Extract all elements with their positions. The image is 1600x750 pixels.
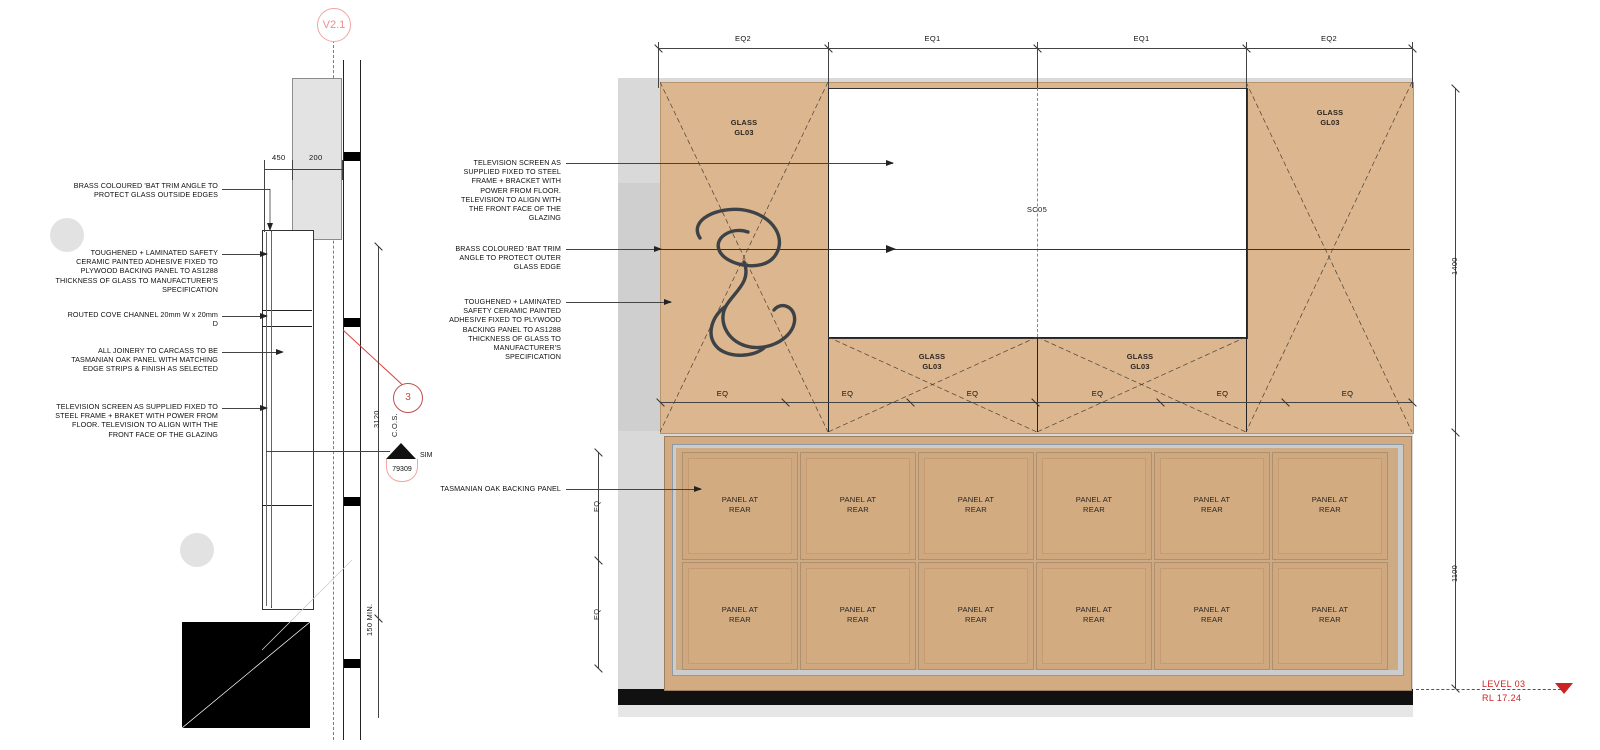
leader-elev-backing-arrow	[690, 485, 702, 494]
panel-label	[919, 495, 1033, 515]
screen-code-text: SC05	[1026, 205, 1048, 214]
table-row	[1036, 562, 1152, 670]
sim-label: SIM	[420, 452, 433, 459]
dim-150min-text: 150 MIN.	[365, 603, 374, 636]
glass-hatch-right	[1246, 82, 1412, 432]
panel-label-line1: PANEL AT	[1075, 605, 1113, 614]
table-row	[1036, 452, 1152, 560]
panel-label-line1: PANEL AT	[721, 495, 759, 504]
dim-3120-label	[372, 410, 381, 428]
leader-elev-toughened	[566, 302, 671, 303]
right-elevation-drawing	[592, 0, 1600, 750]
dim-200	[309, 153, 322, 162]
panel-label-line1: PANEL AT	[1311, 605, 1349, 614]
dim-top-eq2-right	[1246, 34, 1412, 43]
panel-label-line2: REAR	[965, 615, 987, 624]
wall-segment-1	[344, 152, 360, 161]
leader-elev-brass-arrow	[650, 245, 662, 254]
joinery-glass-face	[266, 232, 272, 606]
dim-top-eq1-left	[828, 34, 1037, 43]
dim-eq-5	[1160, 389, 1285, 398]
note-joinery-carcass	[60, 346, 218, 374]
detail-bubble-3	[393, 383, 423, 413]
level-name-text: LEVEL 03	[1482, 679, 1526, 689]
leader-brass-trim-arrow	[262, 189, 272, 233]
panel-label-line2: REAR	[1319, 615, 1341, 624]
dim-eq-label: EQ	[841, 389, 854, 398]
left-section-drawing	[0, 0, 620, 750]
leader-elev-brass	[566, 249, 661, 250]
leader-elev-toughened-arrow	[660, 298, 672, 307]
panel-label	[1037, 605, 1151, 625]
panel-label	[1155, 605, 1269, 625]
screen-centre-line-v	[1037, 88, 1038, 337]
glass-label-bottom-left	[902, 352, 962, 371]
glass-label-top-right	[1300, 108, 1360, 127]
leader-elev-television-arrow	[882, 159, 894, 168]
level-rl	[1482, 693, 1521, 703]
leader-toughened-arrow	[256, 250, 268, 259]
level-line	[1416, 689, 1561, 690]
panel-label-line2: REAR	[1083, 615, 1105, 624]
dim-3120-text: 3120	[372, 410, 381, 428]
panel-label-line2: REAR	[1319, 505, 1341, 514]
panel-label	[1037, 495, 1151, 515]
panel-label	[801, 495, 915, 515]
panel-label	[1273, 495, 1387, 515]
dim-eq-1	[660, 389, 785, 398]
dim-top-eq1-right	[1037, 34, 1246, 43]
dim-1100	[1450, 565, 1459, 582]
artwork-squiggle	[678, 200, 818, 365]
glass-label-bottom-right	[1110, 352, 1170, 371]
grid-bubble-v21	[317, 8, 351, 42]
table-row	[682, 562, 798, 670]
dim-eq-6	[1285, 389, 1410, 398]
note-cove-channel-text: ROUTED COVE CHANNEL 20mm W x 20mm D	[67, 310, 218, 329]
panel-label-line1: PANEL AT	[1193, 605, 1231, 614]
section-marker-sim	[420, 452, 432, 459]
note-brass-trim	[45, 181, 218, 199]
panel-label-line1: PANEL AT	[1311, 495, 1349, 504]
dim-cos-text: C.O.S.	[390, 413, 399, 437]
detail-bubble-label: 3	[405, 392, 411, 403]
grid-bubble-label: V2.1	[322, 19, 346, 31]
dim-left-eq-bottom	[592, 609, 601, 620]
dim-ext-top-4	[1412, 42, 1413, 88]
note-television	[50, 402, 218, 439]
note-elev-television-text: TELEVISION SCREEN AS SUPPLIED FIXED TO STEEL FRAME + BRACKET WITH POWER FROM FLOOR. TELEVISION TO ALIGN WITH THE FRONT FACE OF THE GLAZING	[461, 158, 561, 223]
dim-top-label: EQ2	[735, 34, 751, 43]
leader-cove-arrow	[256, 312, 268, 321]
panel-label-line1: PANEL AT	[1193, 495, 1231, 504]
level-triangle-icon	[1555, 683, 1573, 694]
panel-label	[919, 605, 1033, 625]
dim-eq-label: EQ	[1341, 389, 1354, 398]
table-row	[800, 452, 916, 560]
panel-label	[1155, 495, 1269, 515]
note-brass-trim-text: BRASS COLOURED 'BAT TRIM ANGLE TO PROTECT GLASS OUTSIDE EDGES	[73, 181, 218, 200]
dim-eq-label: EQ	[716, 389, 729, 398]
leader-elev-television	[566, 163, 893, 164]
dim-1400-label: 1400	[1450, 257, 1459, 275]
level-rl-text: RL 17.24	[1482, 693, 1522, 703]
panel-label-line1: PANEL AT	[839, 495, 877, 504]
glass-label-line1: GLASS	[1316, 108, 1344, 117]
section-marker-bubble	[386, 459, 418, 482]
dim-200-label: 200	[309, 153, 323, 162]
table-row	[1154, 452, 1270, 560]
dim-cos-label	[390, 413, 399, 437]
table-row	[1272, 562, 1388, 670]
annotation-circle-bottom	[180, 533, 214, 567]
glass-label-top-left	[714, 118, 774, 137]
dim-450-label: 450	[272, 153, 286, 162]
panel-label-line2: REAR	[847, 615, 869, 624]
table-row	[1272, 452, 1388, 560]
level-ref-line	[266, 451, 390, 452]
table-row	[918, 562, 1034, 670]
dim-eq-label: EQ	[1091, 389, 1104, 398]
dim-ext-3	[342, 160, 343, 180]
glass-label-line2: GL03	[1320, 117, 1340, 127]
panel-label-line1: PANEL AT	[1075, 495, 1113, 504]
glass-label-line2: GL03	[922, 361, 942, 371]
panel-label	[683, 605, 797, 625]
leader-elev-backing	[566, 489, 701, 490]
dim-1100-label: 1100	[1450, 564, 1459, 582]
panel-label-line2: REAR	[1083, 505, 1105, 514]
note-cove-channel	[62, 310, 218, 328]
dim-eq-3	[910, 389, 1035, 398]
table-row	[1154, 562, 1270, 670]
note-toughened-glass-text: TOUGHENED + LAMINATED SAFETY CERAMIC PAINTED ADHESIVE FIXED TO PLYWOOD BACKING PANEL TO AS1288 THICKNESS OF GLASS TO MANUFACTURER'S SPECIFICATION	[55, 248, 218, 294]
dim-eq-label: EQ	[966, 389, 979, 398]
wall-segment-4	[344, 659, 360, 668]
dim-eq-label: EQ	[1216, 389, 1229, 398]
glass-label-line2: GL03	[1130, 361, 1150, 371]
panel-label-line2: REAR	[729, 615, 751, 624]
panel-label-line1: PANEL AT	[957, 605, 995, 614]
note-elev-brass-trim	[448, 244, 561, 272]
glass-label-line1: GLASS	[918, 352, 946, 361]
dim-ext-2	[292, 160, 293, 180]
dim-ext-top-2	[1037, 42, 1038, 88]
note-elev-backing-panel-text: TASMANIAN OAK BACKING PANEL	[440, 484, 561, 493]
table-row	[682, 452, 798, 560]
panel-label-line1: PANEL AT	[721, 605, 759, 614]
dim-450	[272, 153, 285, 162]
note-elev-brass-trim-text: BRASS COLOURED 'BAT TRIM ANGLE TO PROTECT OUTER GLASS EDGE	[455, 244, 561, 272]
panel-label	[1273, 605, 1387, 625]
dim-left-eq-top	[592, 501, 601, 512]
glass-label-line1: GLASS	[730, 118, 758, 127]
panel-label-line2: REAR	[965, 505, 987, 514]
dim-150min-label	[365, 604, 374, 636]
dim-top-label: EQ1	[924, 34, 941, 43]
panel-label-line1: PANEL AT	[957, 495, 995, 504]
note-toughened-glass	[55, 248, 218, 294]
panel-label-line2: REAR	[847, 505, 869, 514]
panel-label-line1: PANEL AT	[839, 605, 877, 614]
background-floor-band	[618, 689, 1413, 705]
faint-diagonal	[262, 560, 352, 650]
panel-label-line2: REAR	[1201, 615, 1223, 624]
note-joinery-carcass-text: ALL JOINERY TO CARCASS TO BE TASMANIAN OAK PANEL WITH MATCHING EDGE STRIPS & FINISH AS SELECTED	[71, 346, 218, 374]
leader-joinery-arrow	[272, 348, 284, 357]
section-marker-number: 79309	[392, 466, 412, 473]
section-marker	[386, 443, 416, 459]
panel-label-line2: REAR	[1201, 505, 1223, 514]
dim-ext-top-1	[828, 42, 829, 88]
dim-string-right	[1455, 88, 1456, 688]
note-elev-television	[448, 158, 561, 222]
dim-top-label: EQ1	[1133, 34, 1150, 43]
dim-top-eq2-left	[658, 34, 828, 43]
dim-ext-top-0	[658, 42, 659, 88]
glass-label-line2: GL03	[734, 127, 754, 137]
wall-segment-2	[344, 318, 360, 327]
note-elev-toughened	[448, 297, 561, 361]
panel-label-line2: REAR	[729, 505, 751, 514]
dim-ext-top-3	[1246, 42, 1247, 88]
panel-label	[683, 495, 797, 515]
leader-television-arrow	[256, 404, 268, 413]
table-row	[918, 452, 1034, 560]
dim-eq-4	[1035, 389, 1160, 398]
note-elev-toughened-text: TOUGHENED + LAMINATED SAFETY CERAMIC PAINTED ADHESIVE FIXED TO PLYWOOD BACKING PANEL TO AS1288 THICKNESS OF GLASS TO MANUFACTURER'S SPECIFICATION	[449, 297, 561, 362]
glass-label-line1: GLASS	[1126, 352, 1154, 361]
dim-eq-2	[785, 389, 910, 398]
annotation-circle-top	[50, 218, 84, 252]
note-elev-backing-panel	[404, 484, 561, 493]
dim-left-eq-label: EQ	[592, 500, 601, 512]
note-television-text: TELEVISION SCREEN AS SUPPLIED FIXED TO STEEL FRAME + BRAKET WITH POWER FROM FLOOR. TELEVISION TO ALIGN WITH THE FRONT FACE OF THE GLAZING	[55, 402, 218, 439]
dim-1400	[1450, 257, 1459, 275]
dim-left-eq-label: EQ	[592, 608, 601, 620]
dim-line-150	[378, 618, 379, 718]
panel-label	[801, 605, 915, 625]
wall-segment-3	[344, 497, 360, 506]
dim-top-label: EQ2	[1321, 34, 1337, 43]
centre-line-arrow	[882, 244, 896, 254]
table-row	[800, 562, 916, 670]
background-floor-band-2	[618, 705, 1413, 717]
dim-line-top	[264, 169, 342, 170]
level-name	[1482, 679, 1525, 689]
